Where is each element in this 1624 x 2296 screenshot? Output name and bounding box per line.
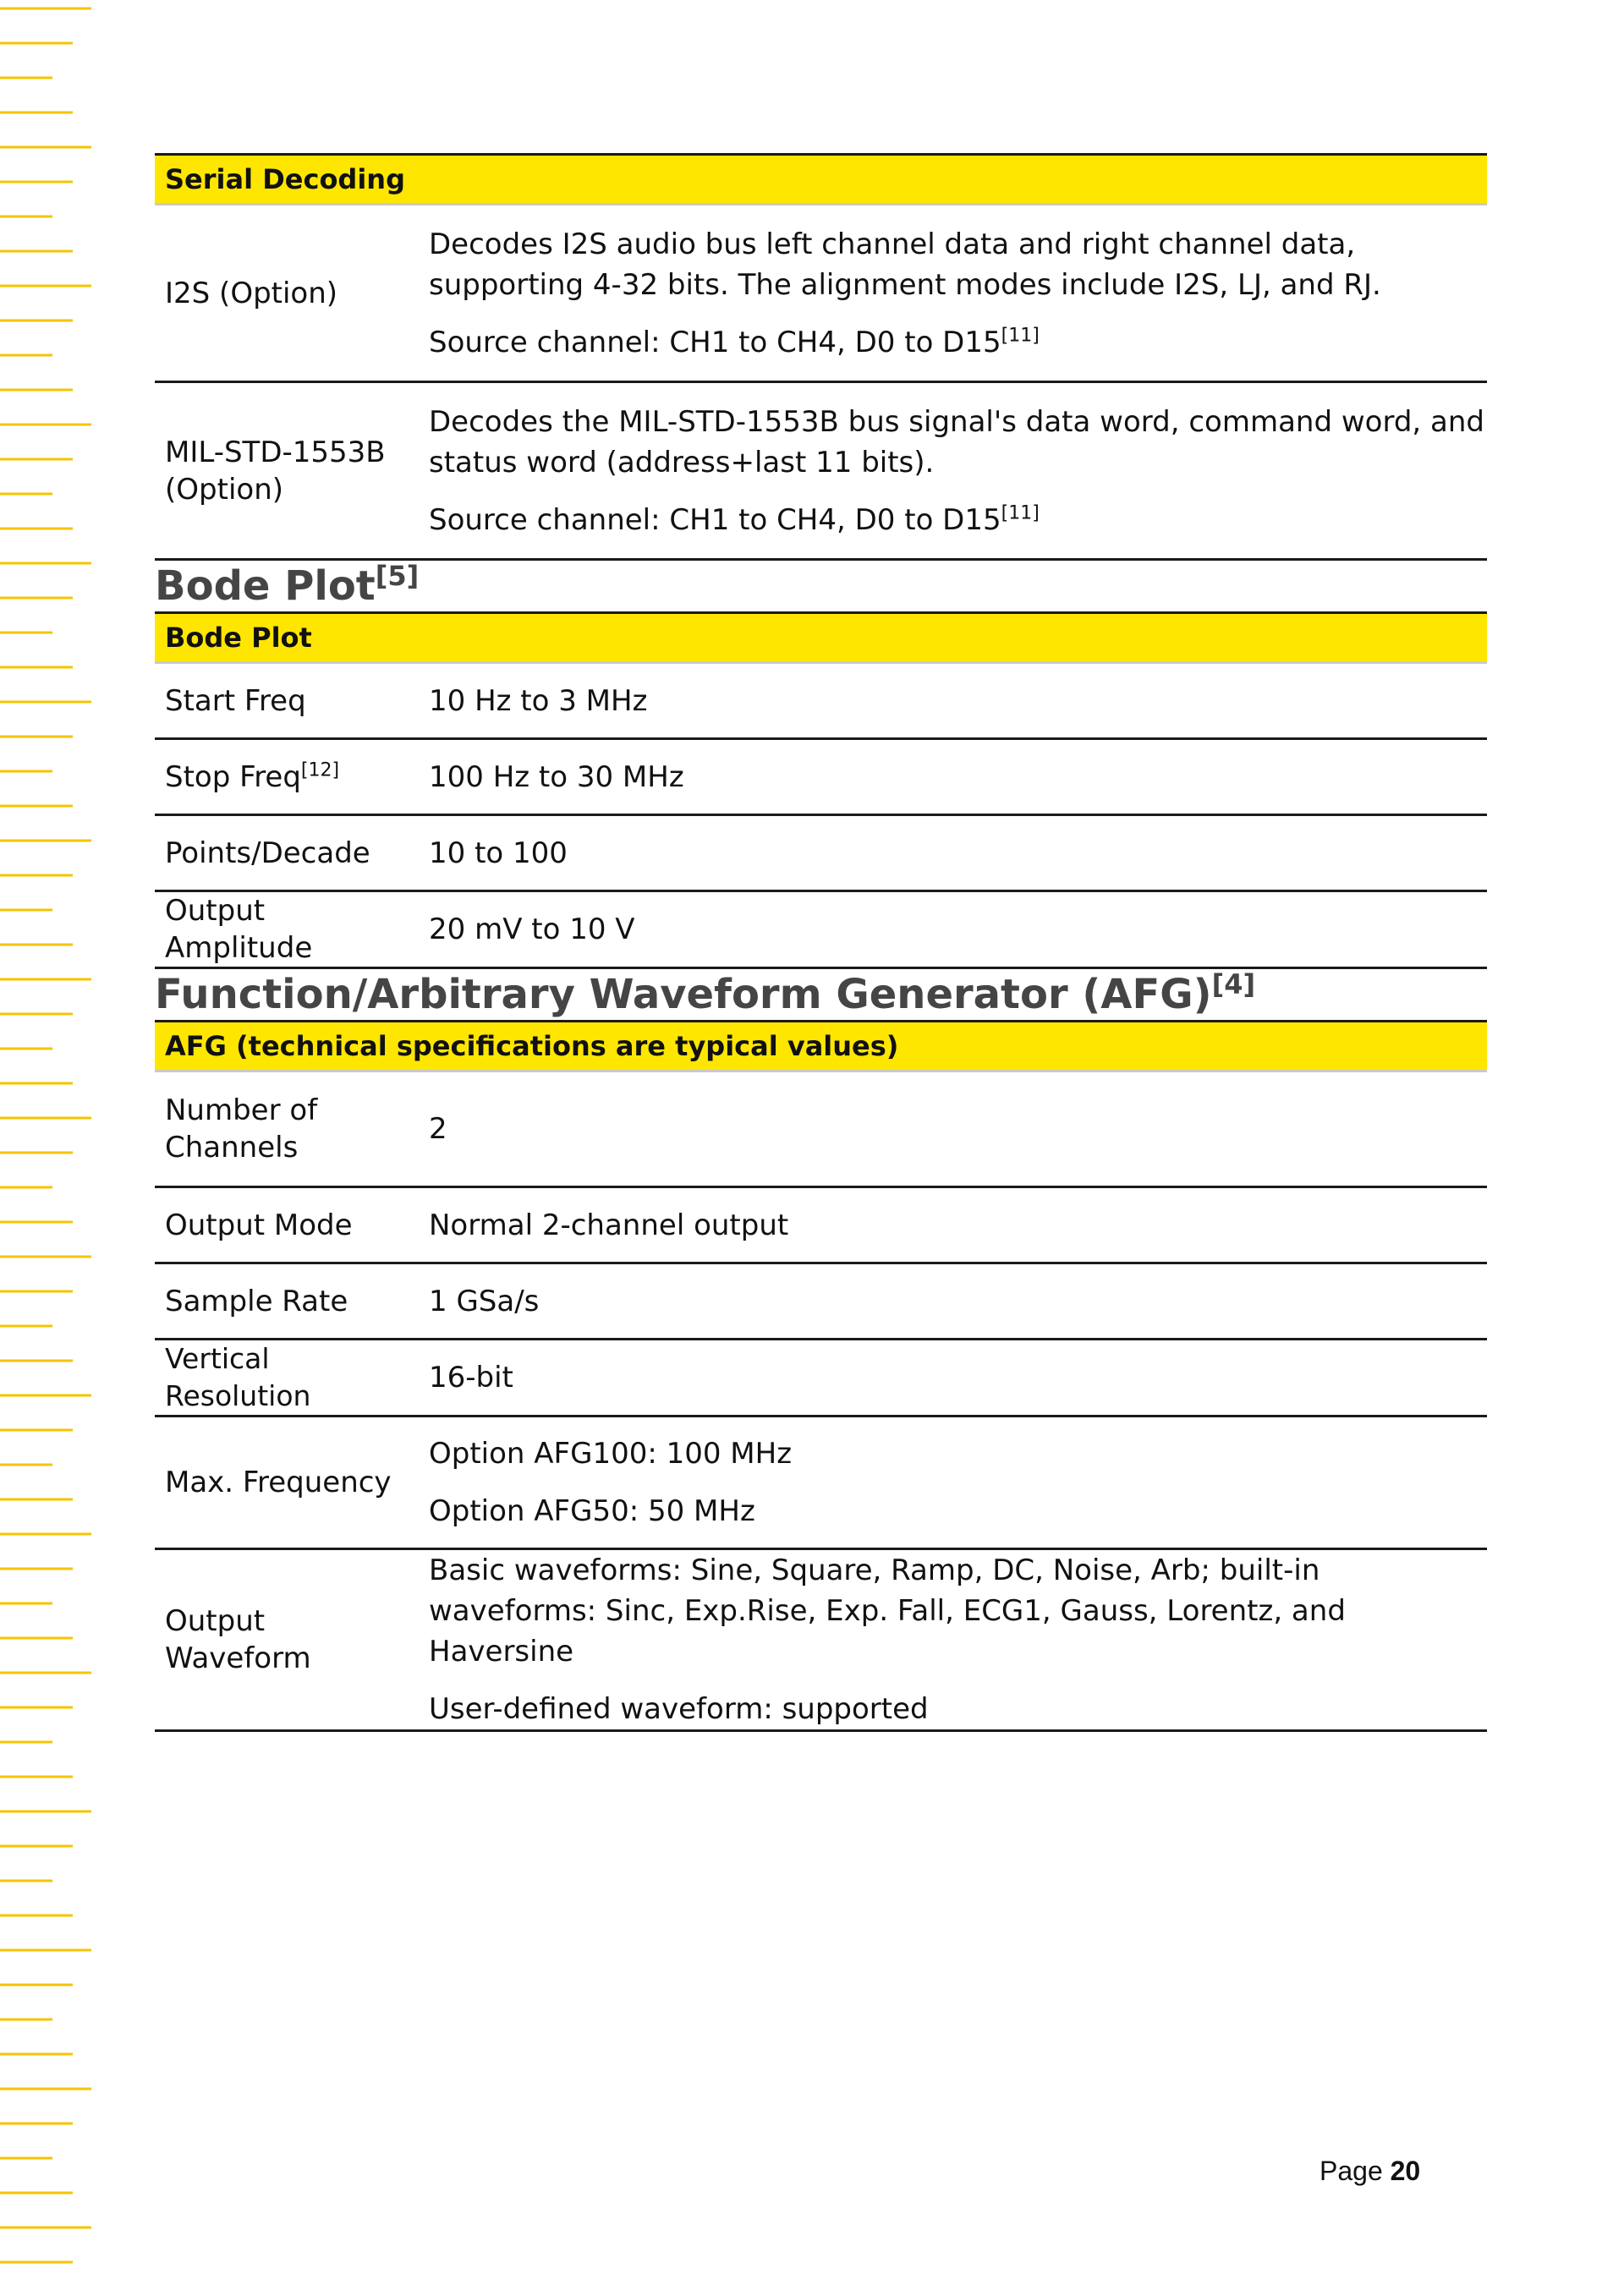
spec-value: 10 to 100 bbox=[429, 836, 568, 870]
spec-row-output-amplitude bbox=[155, 891, 1487, 968]
spec-value bbox=[419, 205, 1487, 382]
spec-value-line: Basic waveforms: Sine, Square, Ramp, DC, Noise, Arb; built-in waveforms: Sinc, Exp.Rise, Exp. Fall, ECG1, Gauss, Lorentz, and Haversine bbox=[429, 1553, 1346, 1669]
spec-label: Points/Decade bbox=[165, 836, 370, 870]
spec-value-line: User-defined waveform: supported bbox=[429, 1692, 929, 1726]
footnote-ref: [12] bbox=[300, 759, 340, 781]
afg-heading bbox=[155, 969, 1487, 1020]
spec-row-max-frequency bbox=[155, 1417, 1487, 1549]
serial-decoding-header: Serial Decoding bbox=[155, 155, 1487, 205]
spec-value: 100 Hz to 30 MHz bbox=[429, 759, 684, 794]
spec-label: Vertical Resolution bbox=[165, 1342, 311, 1412]
spec-value: 20 mV to 10 V bbox=[429, 912, 635, 946]
spec-value: 10 Hz to 3 MHz bbox=[429, 683, 648, 718]
spec-row-output-waveform bbox=[155, 1549, 1487, 1731]
page-number-footer bbox=[1320, 2156, 1420, 2187]
section-heading-text: Function/Arbitrary Waveform Generator (AFG) bbox=[155, 971, 1212, 1018]
spec-value-text: Source channel: CH1 to CH4, D0 to D15 bbox=[429, 325, 1001, 359]
spec-value: 16-bit bbox=[429, 1361, 513, 1395]
afg-table-header: AFG (technical specifications are typical values) bbox=[155, 1022, 1487, 1071]
section-heading-text: Bode Plot bbox=[155, 562, 376, 610]
spec-label-text: Stop Freq bbox=[165, 759, 301, 794]
spec-value-line: Decodes I2S audio bus left channel data and right channel data, supporting 4-32 bits. The alignment modes include I2S, LJ, and RJ. bbox=[429, 227, 1381, 302]
spec-label: MIL-STD-1553B (Option) bbox=[165, 435, 386, 507]
footnote-ref: [11] bbox=[1001, 502, 1040, 524]
page-label: Page bbox=[1320, 2156, 1383, 2186]
footnote-ref: [5] bbox=[375, 560, 420, 592]
footnote-ref: [11] bbox=[1001, 325, 1040, 347]
spec-label: I2S (Option) bbox=[165, 276, 338, 310]
spec-row-stop-freq bbox=[155, 739, 1487, 815]
spec-value: 1 GSa/s bbox=[429, 1284, 540, 1318]
spec-row-i2s bbox=[155, 205, 1487, 382]
page-content bbox=[155, 153, 1487, 1732]
spec-value-line: Option AFG50: 50 MHz bbox=[429, 1494, 755, 1528]
serial-decoding-table bbox=[155, 153, 1487, 561]
bode-plot-heading bbox=[155, 561, 1487, 611]
spec-label: Max. Frequency bbox=[165, 1466, 392, 1499]
spec-value-line bbox=[429, 322, 1487, 363]
spec-value-line: Option AFG100: 100 MHz bbox=[429, 1437, 793, 1471]
bode-plot-table bbox=[155, 611, 1487, 969]
spec-label: Number of Channels bbox=[165, 1093, 318, 1164]
spec-value bbox=[419, 382, 1487, 560]
spec-value bbox=[419, 1549, 1487, 1731]
left-ruler-decoration bbox=[0, 0, 102, 2296]
spec-value: 2 bbox=[429, 1112, 447, 1146]
spec-label: Start Freq bbox=[165, 683, 306, 718]
spec-row-mil-std-1553b bbox=[155, 382, 1487, 560]
spec-row-output-mode bbox=[155, 1187, 1487, 1263]
page-number: 20 bbox=[1390, 2156, 1421, 2186]
spec-label: Output Mode bbox=[165, 1208, 353, 1242]
spec-label: Output Waveform bbox=[165, 1604, 311, 1675]
afg-header-row bbox=[155, 1022, 1487, 1071]
spec-label bbox=[155, 739, 419, 815]
spec-row-number-of-channels bbox=[155, 1071, 1487, 1187]
bode-plot-table-header: Bode Plot bbox=[155, 613, 1487, 663]
spec-label: Sample Rate bbox=[165, 1284, 348, 1318]
spec-row-sample-rate bbox=[155, 1263, 1487, 1340]
spec-value-line: Decodes the MIL-STD-1553B bus signal's data word, command word, and status word (address+last 11 bits). bbox=[429, 404, 1484, 479]
spec-value bbox=[419, 1417, 1487, 1549]
spec-row-start-freq bbox=[155, 663, 1487, 739]
spec-value-line bbox=[429, 500, 1487, 540]
bode-plot-header-row bbox=[155, 613, 1487, 663]
footnote-ref: [4] bbox=[1211, 968, 1256, 1000]
spec-row-points-decade bbox=[155, 815, 1487, 891]
spec-row-vertical-resolution bbox=[155, 1340, 1487, 1417]
spec-value: Normal 2-channel output bbox=[429, 1208, 789, 1242]
afg-table bbox=[155, 1020, 1487, 1732]
serial-decoding-header-row bbox=[155, 155, 1487, 205]
spec-value-text: Source channel: CH1 to CH4, D0 to D15 bbox=[429, 502, 1001, 537]
spec-label: Output Amplitude bbox=[165, 894, 313, 965]
